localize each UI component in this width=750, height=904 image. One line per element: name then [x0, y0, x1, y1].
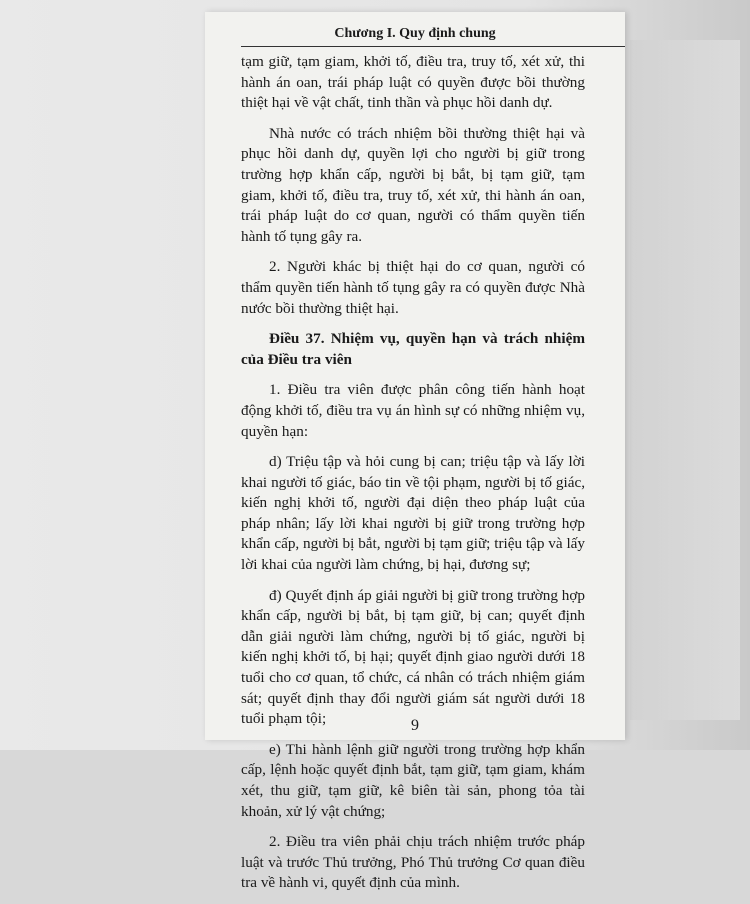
paragraph-clause-1: 1. Điều tra viên được phân công tiến hành hoạt động khởi tố, điều tra vụ án hình sự có những nhiệm vụ, quyền hạn: — [241, 381, 585, 440]
paragraph-point-d: d) Triệu tập và hỏi cung bị can; triệu tập và lấy lời khai người tố giác, báo tin về tội phạm, người bị tố giác, kiến nghị khởi tố, người đại diện theo pháp luật của pháp nhân; lấy lời khai người bị giữ trong trường hợp khẩn cấp, người bị bắt, người bị tạm giữ; triệu tập và lấy lời khai của người làm chứng, bị hại, đương sự; — [241, 453, 585, 574]
paragraph-point-dd: đ) Quyết định áp giải người bị giữ trong trường hợp khẩn cấp, người bị bắt, bị tạm giữ, bị can; quyết định dẫn giải người làm chứng, người bị tố giác, người bị kiến nghị khởi tố, bị hại; quyết định giao người dưới 18 tuổi cho cơ quan, tổ chức, cá nhân có trách nhiệm giám sát; quyết định thay đổi người giám sát người dưới 18 tuổi phạm tội; — [241, 586, 585, 728]
header-rule — [241, 46, 625, 47]
paragraph-state-liability: Nhà nước có trách nhiệm bồi thường thiệt hại và phục hồi danh dự, quyền lợi cho người bị giữ trong trường hợp khẩn cấp, người bị bắt, bị tạm giữ, tạm giam, khởi tố, điều tra, truy tố, xét xử, thi hành án oan, trái pháp luật do cơ quan, người có thẩm quyền tiến hành tố tụng gây ra. — [241, 124, 585, 245]
paragraph-article-clause-2: 2. Điều tra viên phải chịu trách nhiệm trước pháp luật và trước Thủ trưởng, Phó Thủ trưởng Cơ quan điều tra về hành vi, quyết định của mình. — [241, 833, 585, 892]
facing-page-edge — [630, 40, 740, 720]
page-number: 9 — [411, 717, 419, 734]
paragraph-continuation: tạm giữ, tạm giam, khởi tố, điều tra, truy tố, xét xử, thi hành án oan, trái pháp luật có quyền được bồi thường thiệt hại về vật chất, tinh thần và phục hồi danh dự. — [241, 53, 585, 112]
chapter-header: Chương I. Quy định chung — [334, 26, 496, 41]
paragraph-point-e: e) Thi hành lệnh giữ người trong trường hợp khẩn cấp, lệnh hoặc quyết định bắt, tạm giữ, tạm giam, khám xét, thu giữ, tạm giữ, kê biên tài sản, phong tỏa tài khoản, xử lý vật chứng; — [241, 740, 585, 820]
article-heading: Điều 37. Nhiệm vụ, quyền hạn và trách nhiệm của Điều tra viên — [241, 330, 585, 368]
paragraph-clause-2: 2. Người khác bị thiệt hại do cơ quan, người có thẩm quyền tiến hành tố tụng gây ra có quyền được Nhà nước bồi thường thiệt hại. — [241, 258, 585, 317]
book-page — [205, 12, 625, 892]
page-body — [241, 52, 585, 904]
